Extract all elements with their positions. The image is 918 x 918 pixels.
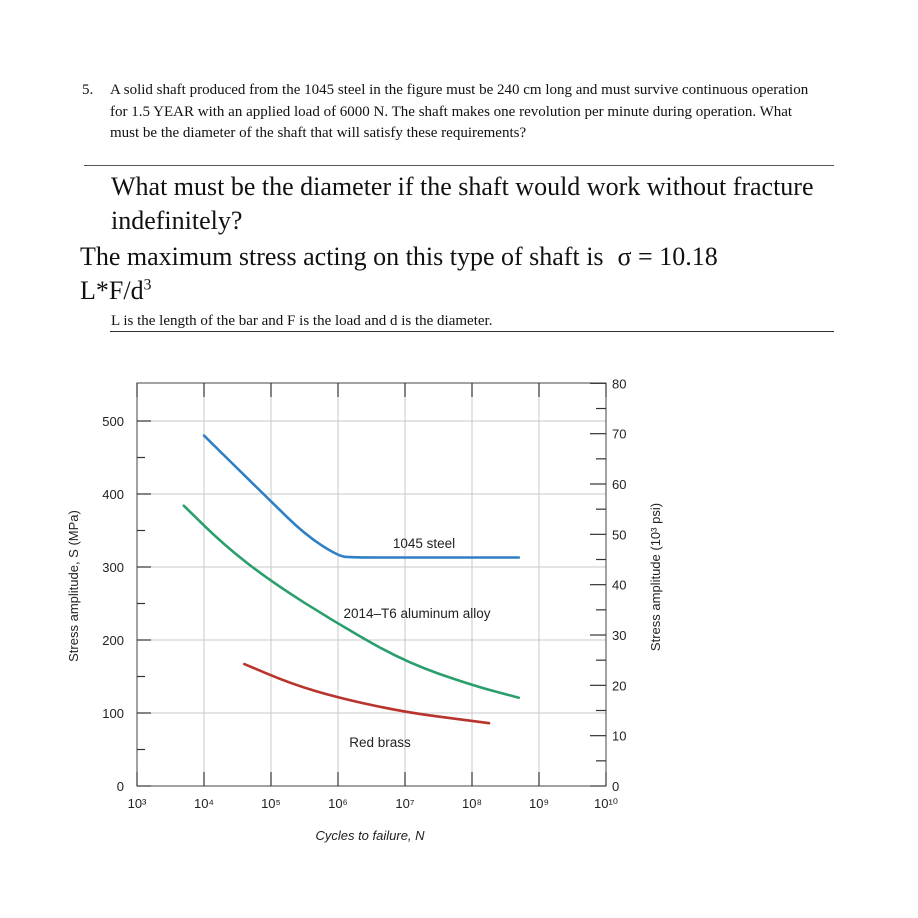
right-tick-label: 70	[612, 426, 627, 442]
right-tick-label: 20	[612, 678, 627, 694]
stress-formula-tail: L*F/d	[80, 276, 144, 305]
right-tick-label: 80	[612, 376, 627, 392]
plot-frame	[137, 383, 606, 786]
right-tick-label: 10	[612, 728, 627, 744]
series-line-2	[244, 664, 489, 723]
question-number: 5.	[82, 82, 94, 98]
x-tick-label: 10⁹	[528, 796, 550, 811]
x-axis-title: Cycles to failure, N	[315, 828, 425, 843]
stress-formula: σ = 10.18	[617, 242, 718, 271]
stress-intro: The maximum stress acting on this type of shaft is	[80, 242, 604, 271]
chart-grid	[137, 383, 606, 786]
stress-exponent: 3	[143, 276, 152, 294]
followup-question: What must be the diameter if the shaft would work without fracture indefinitely?	[111, 172, 814, 235]
x-tick-label: 10⁶	[328, 796, 348, 811]
y-tick-label: 500	[102, 414, 124, 429]
y-tick-label: 0	[116, 779, 124, 794]
x-tick-label: 10⁴	[193, 796, 215, 811]
right-tick-label: 50	[612, 527, 627, 543]
y-axis-title: Stress amplitude, S (MPa)	[66, 510, 81, 662]
series-line-1	[184, 506, 519, 698]
x-tick-label: 10⁵	[261, 796, 281, 811]
series-label-2: Red brass	[349, 735, 411, 750]
chart-ticks	[137, 383, 606, 786]
y-tick-label: 400	[102, 487, 124, 502]
y-axis-title-right: Stress amplitude (10³ psi)	[648, 502, 663, 652]
chart-curves	[184, 436, 519, 724]
y-tick-label: 300	[102, 560, 124, 575]
right-tick-label: 60	[612, 477, 627, 493]
series-label-0: 1045 steel	[392, 536, 456, 551]
right-tick-label: 0	[612, 779, 620, 794]
series-label-1: 2014–T6 aluminum alloy	[343, 606, 491, 621]
x-tick-label: 10⁷	[395, 796, 415, 811]
y-tick-label: 200	[102, 633, 124, 648]
right-tick-label: 30	[612, 628, 627, 644]
y-tick-label: 100	[102, 706, 124, 721]
x-tick-label: 10¹⁰	[593, 796, 619, 811]
x-tick-label: 10⁸	[462, 796, 482, 811]
right-tick-label: 40	[612, 577, 627, 593]
chart-labels	[66, 376, 663, 843]
question-text: A solid shaft produced from the 1045 steel in the figure must be 240 cm long and must survive continuous operation for 1.5 YEAR with an applied load of 6000 N. The shaft makes one revolution per minute during operation. What must be the diameter of the shaft that will satisfy these requirements?	[110, 82, 809, 141]
x-tick-label: 10³	[127, 796, 147, 811]
variable-definitions: L is the length of the bar and F is the load and d is the diameter.	[111, 313, 493, 329]
